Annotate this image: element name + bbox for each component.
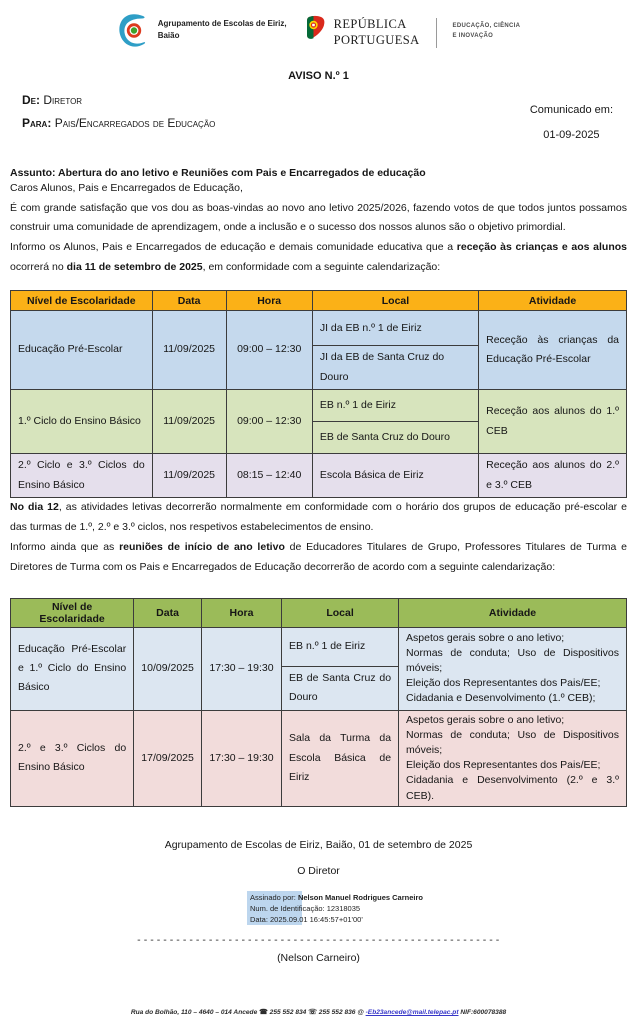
de-para-block bbox=[22, 94, 215, 149]
cell-atividade: Aspetos gerais sobre o ano letivo; Normas de conduta; Uso de Dispositivos móveis; Eleição dos Representantes dos Pais/EE; Cidadania e Desenvolvimento (1.º CEB); bbox=[399, 627, 627, 710]
subject-label: Assunto: bbox=[10, 166, 56, 179]
comunicado-date: 01-09-2025 bbox=[543, 129, 600, 142]
col-header-local: Local bbox=[312, 291, 478, 311]
signature-id: Num. de Identificação: 12318035 bbox=[250, 904, 361, 914]
table-row bbox=[11, 454, 627, 498]
contact-footer bbox=[0, 1008, 637, 1016]
cell-nivel: 2.º e 3.º Ciclos do Ensino Básico bbox=[11, 710, 134, 806]
school-logo-icon bbox=[117, 12, 151, 50]
header-divider bbox=[436, 18, 437, 48]
col-header-local: Local bbox=[282, 598, 399, 627]
gov-brand bbox=[303, 12, 420, 48]
col-header-data: Data bbox=[134, 598, 202, 627]
diretor-line: O Diretor bbox=[297, 864, 340, 877]
table-row bbox=[11, 710, 627, 806]
de-line bbox=[22, 94, 215, 107]
subject-line bbox=[10, 167, 627, 179]
para-line bbox=[22, 117, 215, 130]
cell-local: JI da EB n.º 1 de Eiriz bbox=[312, 311, 478, 346]
cell-data: 17/09/2025 bbox=[134, 710, 202, 806]
cell-atividade: Receção às crianças da Educação Pré-Escolar bbox=[479, 311, 627, 390]
address-text: Rua do Bolhão, 110 – 4640 – 014 Ancede bbox=[130, 1009, 258, 1016]
signature-rule: -------------------------------------------------------- bbox=[135, 934, 502, 946]
phone-number: 255 552 834 bbox=[269, 1009, 307, 1016]
fax-icon: ☏ bbox=[308, 1009, 317, 1016]
place-date-line: Agrupamento de Escolas de Eiriz, Baião, 01 de setembro de 2025 bbox=[164, 838, 473, 851]
cell-nivel: Educação Pré-Escolar e 1.º Ciclo do Ensino Básico bbox=[11, 627, 134, 710]
school-name: Agrupamento de Escolas de Eiriz, Baião bbox=[157, 19, 287, 41]
phone-icon: ☎ bbox=[259, 1009, 268, 1016]
table-row bbox=[11, 311, 627, 346]
table-row bbox=[11, 627, 627, 666]
cell-data: 11/09/2025 bbox=[152, 311, 226, 390]
comunicado-label: Comunicado em: bbox=[529, 104, 613, 116]
cell-nivel: Educação Pré-Escolar bbox=[11, 311, 153, 390]
para-label: Para: bbox=[22, 116, 52, 131]
cell-local: EB de Santa Cruz do Douro bbox=[312, 422, 478, 454]
de-label: De: bbox=[22, 93, 40, 107]
meetings-schedule-table bbox=[10, 598, 627, 807]
cell-atividade: Receção aos alunos do 1.º CEB bbox=[479, 390, 627, 454]
cell-hora: 09:00 – 12:30 bbox=[226, 390, 312, 454]
aviso-title: AVISO N.º 1 bbox=[288, 70, 349, 82]
cell-local: Escola Básica de Eiriz bbox=[312, 454, 478, 498]
para-value: Pais/Encarregados de Educação bbox=[54, 116, 216, 131]
table1-header-row bbox=[11, 291, 627, 311]
cell-hora: 17:30 – 19:30 bbox=[201, 627, 281, 710]
nif-text: NIF:600078388 bbox=[460, 1009, 507, 1016]
greeting-paragraph: Caros Alunos, Pais e Encarregados de Educação, bbox=[10, 181, 243, 194]
fax-number: 255 552 836 bbox=[318, 1009, 356, 1016]
cell-nivel: 1.º Ciclo do Ensino Básico bbox=[11, 390, 153, 454]
cell-data: 11/09/2025 bbox=[152, 454, 226, 498]
cell-atividade: Receção aos alunos do 2.º e 3.º CEB bbox=[479, 454, 627, 498]
subject-text: Abertura do ano letivo e Reuniões com Pais e Encarregados de educação bbox=[58, 166, 426, 179]
cell-local: EB n.º 1 de Eiriz bbox=[282, 627, 399, 666]
cell-atividade: Aspetos gerais sobre o ano letivo; Normas de conduta; Uso de Dispositivos móveis; Eleição dos Representantes dos Pais/EE; Cidadania e Desenvolvimento (2.º e 3.º CEB). bbox=[399, 710, 627, 806]
cell-local: Sala da Turma da Escola Básica de Eiriz bbox=[282, 710, 399, 806]
col-header-hora: Hora bbox=[201, 598, 281, 627]
portugal-flag-icon bbox=[303, 15, 327, 47]
republica-wordmark: REPÚBLICA PORTUGUESA bbox=[333, 17, 420, 47]
de-value: Diretor bbox=[43, 93, 83, 107]
table2-header-row bbox=[11, 598, 627, 627]
school-brand bbox=[117, 12, 287, 50]
cell-data: 10/09/2025 bbox=[134, 627, 202, 710]
cell-local: EB de Santa Cruz do Douro bbox=[282, 666, 399, 710]
intro-paragraph: É com grande satisfação que vos dou as boas-vindas ao novo ano letivo 2025/2026, fazendo votos de que todos juntos possamos construir uma comunidade de aprendizagem, onde a inclusão e o sucesso dos nossos alunos são o objetivo primordial. bbox=[10, 201, 627, 234]
cell-hora: 08:15 – 12:40 bbox=[226, 454, 312, 498]
col-header-hora: Hora bbox=[226, 291, 312, 311]
day12-paragraph: No dia 12, as atividades letivas decorrerão normalmente em conformidade com o horário dos grupos de educação pré-escolar e das turmas de 1.º, 2.º e 3.º ciclos, nos respetivos estabelecimentos de ensino. bbox=[10, 500, 627, 533]
cell-hora: 09:00 – 12:30 bbox=[226, 311, 312, 390]
ministry-label: EDUCAÇÃO, CIÊNCIA E INOVAÇÃO bbox=[452, 23, 521, 40]
reception-schedule-table bbox=[10, 290, 627, 498]
brand-header bbox=[0, 0, 637, 60]
signature-date: Data: 2025.09.01 16:45:57+01'00' bbox=[250, 915, 363, 925]
signed-name-line: (Nelson Carneiro) bbox=[277, 951, 360, 964]
col-header-nivel: Nível de Escolaridade bbox=[11, 291, 153, 311]
cell-nivel: 2.º Ciclo e 3.º Ciclos do Ensino Básico bbox=[11, 454, 153, 498]
digital-signature-block bbox=[250, 892, 500, 926]
col-header-atividade: Atividade bbox=[479, 291, 627, 311]
comunicado-block bbox=[530, 98, 613, 149]
col-header-data: Data bbox=[152, 291, 226, 311]
meetings-paragraph: Informo ainda que as reuniões de início de ano letivo de Educadores Titulares de Grupo, Professores Titulares de Turma e Diretores de Turma com os Pais e Encarregados de Educação decorrerão de acordo com a seguinte calendarização: bbox=[10, 540, 627, 573]
cell-data: 11/09/2025 bbox=[152, 390, 226, 454]
col-header-nivel: Nível de Escolaridade bbox=[11, 598, 134, 627]
cell-local: JI da EB de Santa Cruz do Douro bbox=[312, 346, 478, 390]
signature-signed-by: Assinado por: Nelson Manuel Rodrigues Carneiro bbox=[250, 892, 423, 902]
table-row bbox=[11, 390, 627, 422]
reception-paragraph: Informo os Alunos, Pais e Encarregados de educação e demais comunidade educativa que a receção às crianças e aos alunos ocorrerá no dia 11 de setembro de 2025, em conformidade com a seguinte calendarização: bbox=[10, 241, 627, 274]
email-link[interactable]: -Eb23ancede@mail.telepac.pt bbox=[365, 1009, 459, 1016]
cell-local: EB n.º 1 de Eiriz bbox=[312, 390, 478, 422]
col-header-atividade: Atividade bbox=[399, 598, 627, 627]
cell-hora: 17:30 – 19:30 bbox=[201, 710, 281, 806]
at-symbol: @ bbox=[357, 1009, 364, 1016]
meta-row bbox=[22, 94, 613, 149]
